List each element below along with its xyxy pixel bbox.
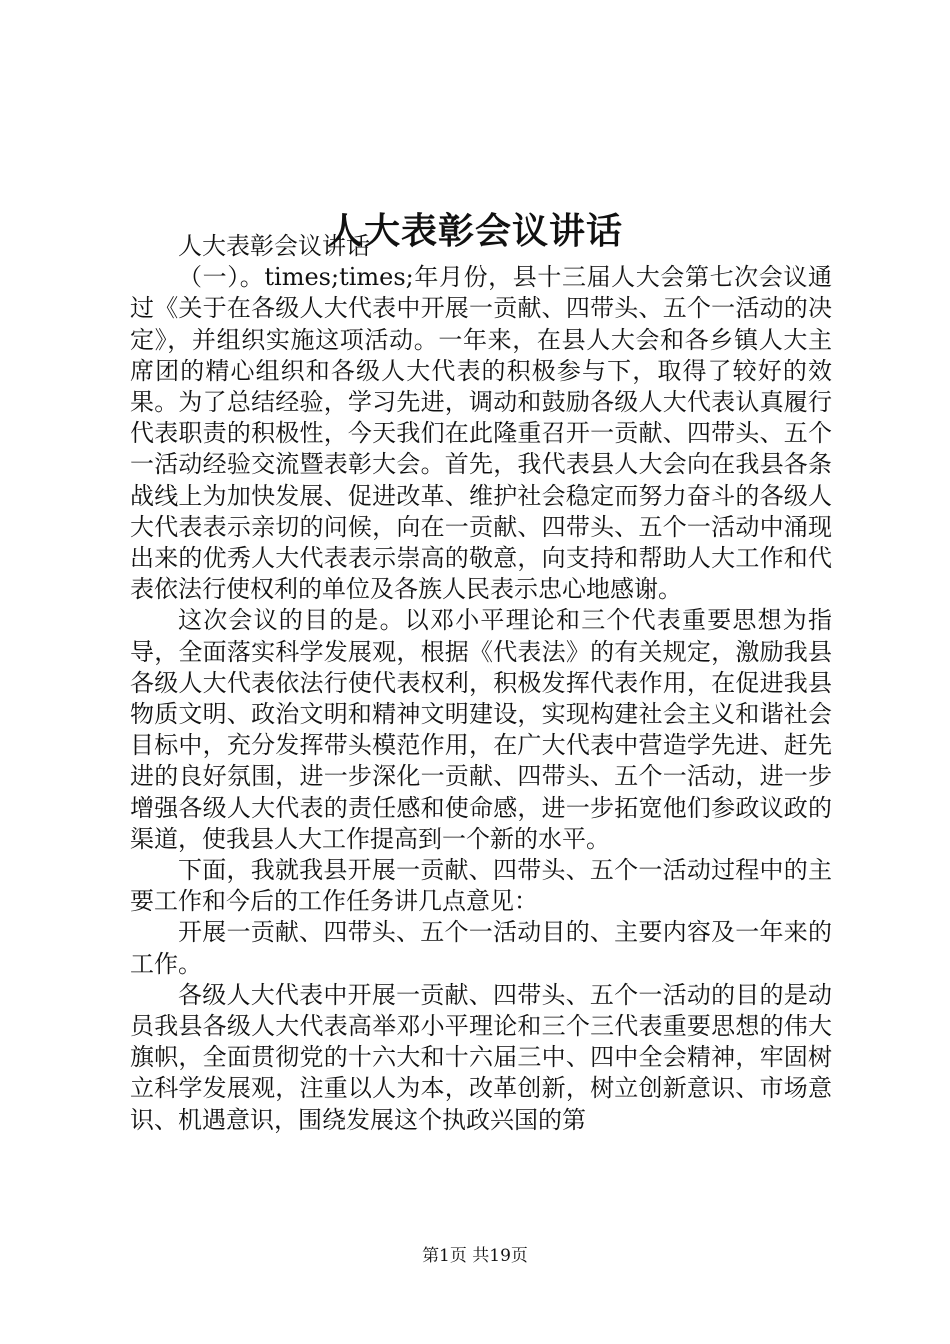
page-number: 第1页 共19页 [422, 1246, 528, 1266]
paragraph-1: （一）。times;times;年月份，县十三届人大会第七次会议通过《关于在各级人大代表中开展一贡献、四带头、五个一活动的决定》，并组织实施这项活动。一年来，在县人大会和各乡镇人大主席团的精心组织和各级人大代表的积极参与下，取得了较好的效果。为了总结经验，学习先进，调动和鼓励各级人大代表认真履行代表职责的积极性，今天我们在此隆重召开一贡献、四带头、五个一活动经验交流暨表彰大会。首先，我代表县人大会向在我县各条战线上为加快发展、促进改革、维护社会稳定而努力奋斗的各级人大代表表示亲切的问候，向在一贡献、四带头、五个一活动中涌现出来的优秀人大代表表示崇高的敬意，向支持和帮助人大工作和代表依法行使权利的单位及各族人民表示忠心地感谢。 [130, 263, 832, 604]
paragraph-2: 这次会议的目的是。以邓小平理论和三个代表重要思想为指导，全面落实科学发展观，根据《代表法》的有关规定，激励我县各级人大代表依法行使代表权利，积极发挥代表作用，在促进我县物质文明、政治文明和精神文明建设，实现构建社会主义和谐社会目标中，充分发挥带头模范作用，在广大代表中营造学先进、赶先进的良好氛围，进一步深化一贡献、四带头、五个一活动，进一步增强各级人大代表的责任感和使命感，进一步拓宽他们参政议政的渠道，使我县人大工作提高到一个新的水平。 [130, 606, 832, 853]
page-title: 人大表彰会议讲话 [326, 210, 623, 253]
paragraph-subtitle: 人大表彰会议讲话 [178, 232, 370, 260]
paragraph-5: 各级人大代表中开展一贡献、四带头、五个一活动的目的是动员我县各级人大代表高举邓小平理论和三个三代表重要思想的伟大旗帜，全面贯彻党的十六大和十六届三中、四中全会精神，牢固树立科学发展观，注重以人为本，改革创新，树立创新意识、市场意识、机遇意识，围绕发展这个执政兴国的第 [130, 980, 832, 1134]
paragraph-4: 开展一贡献、四带头、五个一活动目的、主要内容及一年来的工作。 [130, 918, 832, 978]
paragraph-3: 下面，我就我县开展一贡献、四带头、五个一活动过程中的主要工作和今后的工作任务讲几点意见： [130, 856, 832, 916]
document-body [130, 231, 832, 1136]
